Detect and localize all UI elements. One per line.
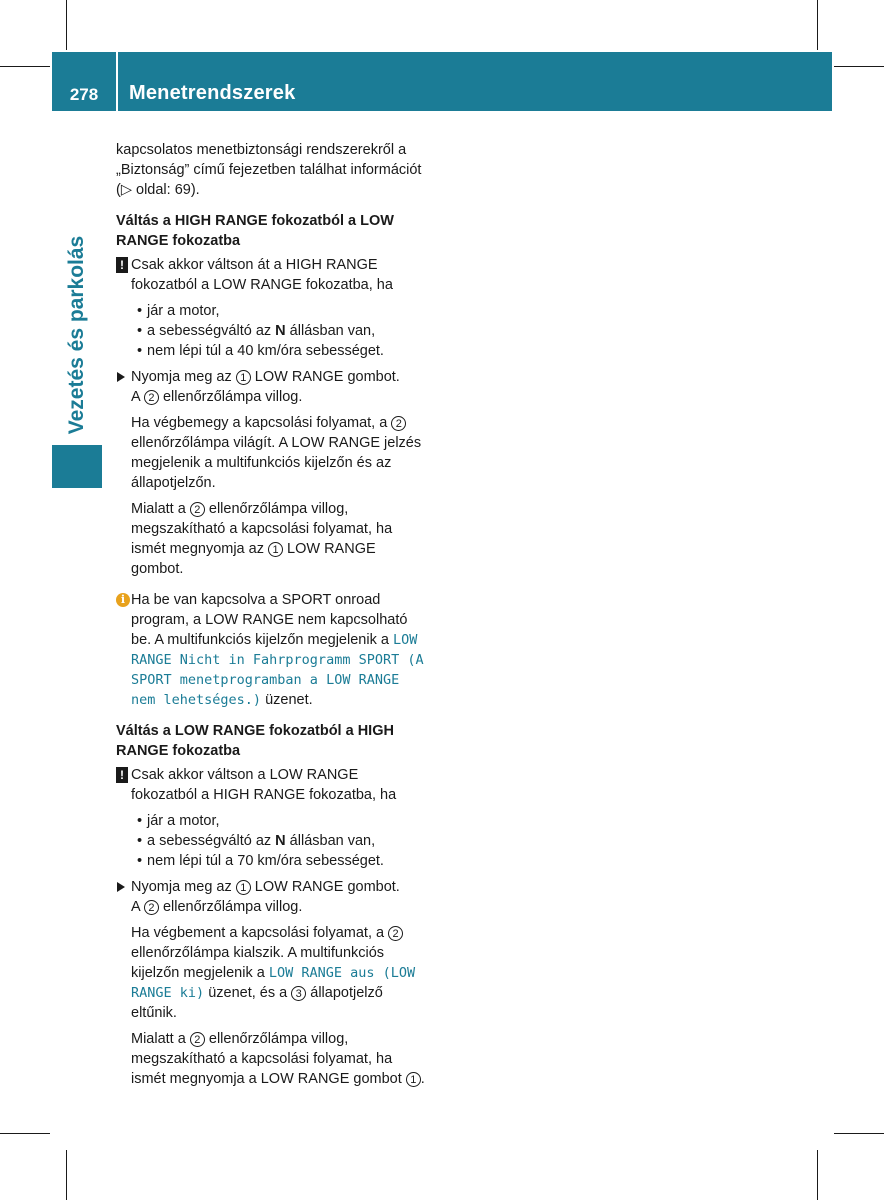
- step-paragraph: Mialatt a 2 ellenőrzőlámpa villog, megszakítható a kapcsolási folyamat, ha ismét megnyomja a LOW RANGE gombot 1 .: [131, 1031, 425, 1087]
- display-message: LOW RANGE aus (LOW RANGE ki): [131, 965, 416, 1001]
- callout-2-icon: 2: [190, 502, 205, 517]
- crop-mark: [834, 66, 884, 67]
- crop-mark: [817, 1150, 818, 1200]
- header-divider: [116, 52, 118, 111]
- info-note: i Ha be van kapcsolva a SPORT onroad program, a LOW RANGE nem kapcsolható be. A multifunkciós kijelzőn megjelenik a LOW RANGE Nicht in Fahrprogramm SPORT (A SPORT menetprogramban a LOW RANGE nem lehetséges.) üzenet.: [116, 590, 428, 710]
- exclamation-icon: !: [116, 257, 128, 273]
- callout-2-icon: 2: [144, 390, 159, 405]
- step-paragraph: Mialatt a 2 ellenőrzőlámpa villog, megszakítható a kapcsolási folyamat, ha ismét megnyomja az 1 LOW RANGE gombot.: [131, 501, 393, 577]
- section-heading: Váltás a LOW RANGE fokozatból a HIGH RANGE fokozatba: [116, 723, 394, 759]
- list-item: • nem lépi túl a 70 km/óra sebességet.: [116, 851, 428, 871]
- callout-3-icon: 3: [291, 986, 306, 1001]
- callout-1-icon: 1: [236, 370, 251, 385]
- intro-paragraph: kapcsolatos menetbiztonsági rendszerekről a „Biztonság” című fejezetben találhat információt (▷ oldal: 69).: [116, 142, 422, 198]
- callout-2-icon: 2: [388, 926, 403, 941]
- warning-text: Csak akkor váltson a LOW RANGE fokozatból a HIGH RANGE fokozatba, ha: [131, 767, 397, 803]
- callout-1-icon: 1: [406, 1072, 421, 1087]
- callout-1-icon: 1: [268, 542, 283, 557]
- warning-note: [116, 255, 428, 295]
- warning-text: Csak akkor váltson át a HIGH RANGE fokozatból a LOW RANGE fokozatba, ha: [131, 257, 393, 293]
- exclamation-icon: !: [116, 767, 128, 783]
- step-result: A 2 ellenőrzőlámpa villog.: [131, 899, 303, 915]
- section-heading: Váltás a HIGH RANGE fokozatból a LOW RANGE fokozatba: [116, 213, 394, 249]
- instruction-step: Nyomja meg az 1 LOW RANGE gombot.: [116, 877, 428, 897]
- list-item: • a sebességváltó az N állásban van,: [116, 831, 428, 851]
- crop-mark: [0, 1133, 50, 1134]
- crop-mark: [817, 0, 818, 50]
- display-message: LOW RANGE Nicht in Fahrprogramm SPORT (A SPORT menetprogramban a LOW RANGE nem lehetséges.): [131, 632, 424, 708]
- info-icon: i: [116, 593, 130, 607]
- crop-mark: [66, 1150, 67, 1200]
- arrow-icon: [117, 882, 125, 892]
- arrow-icon: [117, 372, 125, 382]
- page-number: 278: [69, 85, 99, 104]
- instruction-step: Nyomja meg az 1 LOW RANGE gombot.: [116, 367, 428, 387]
- list-item: • a sebességváltó az N állásban van,: [116, 321, 428, 341]
- crop-mark: [66, 0, 67, 50]
- step-result: A 2 ellenőrzőlámpa villog.: [131, 389, 303, 405]
- warning-note: [116, 765, 428, 805]
- chapter-title: Menetrendszerek: [129, 82, 296, 104]
- callout-1-icon: 1: [236, 880, 251, 895]
- page-content: [116, 140, 428, 1089]
- callout-2-icon: 2: [391, 416, 406, 431]
- step-paragraph: Ha végbemegy a kapcsolási folyamat, a 2 ellenőrzőlámpa világít. A LOW RANGE jelzés megjelenik a multifunkciós kijelzőn és az állapotjelzőn.: [131, 415, 422, 491]
- page-header: [52, 52, 832, 111]
- crop-mark: [834, 1133, 884, 1134]
- side-tab-marker: [52, 445, 102, 488]
- step-paragraph: Ha végbement a kapcsolási folyamat, a 2 ellenőrzőlámpa kialszik. A multifunkciós kijelzőn megjelenik a LOW RANGE aus (LOW RANGE ki) üzenet, és a 3 állapotjelző eltűnik.: [131, 925, 416, 1021]
- crop-mark: [0, 66, 50, 67]
- callout-2-icon: 2: [144, 900, 159, 915]
- callout-2-icon: 2: [190, 1032, 205, 1047]
- side-chapter-label: Vezetés és parkolás: [65, 235, 88, 435]
- list-item: • jár a motor,: [116, 811, 428, 831]
- list-item: • jár a motor,: [116, 301, 428, 321]
- list-item: • nem lépi túl a 40 km/óra sebességet.: [116, 341, 428, 361]
